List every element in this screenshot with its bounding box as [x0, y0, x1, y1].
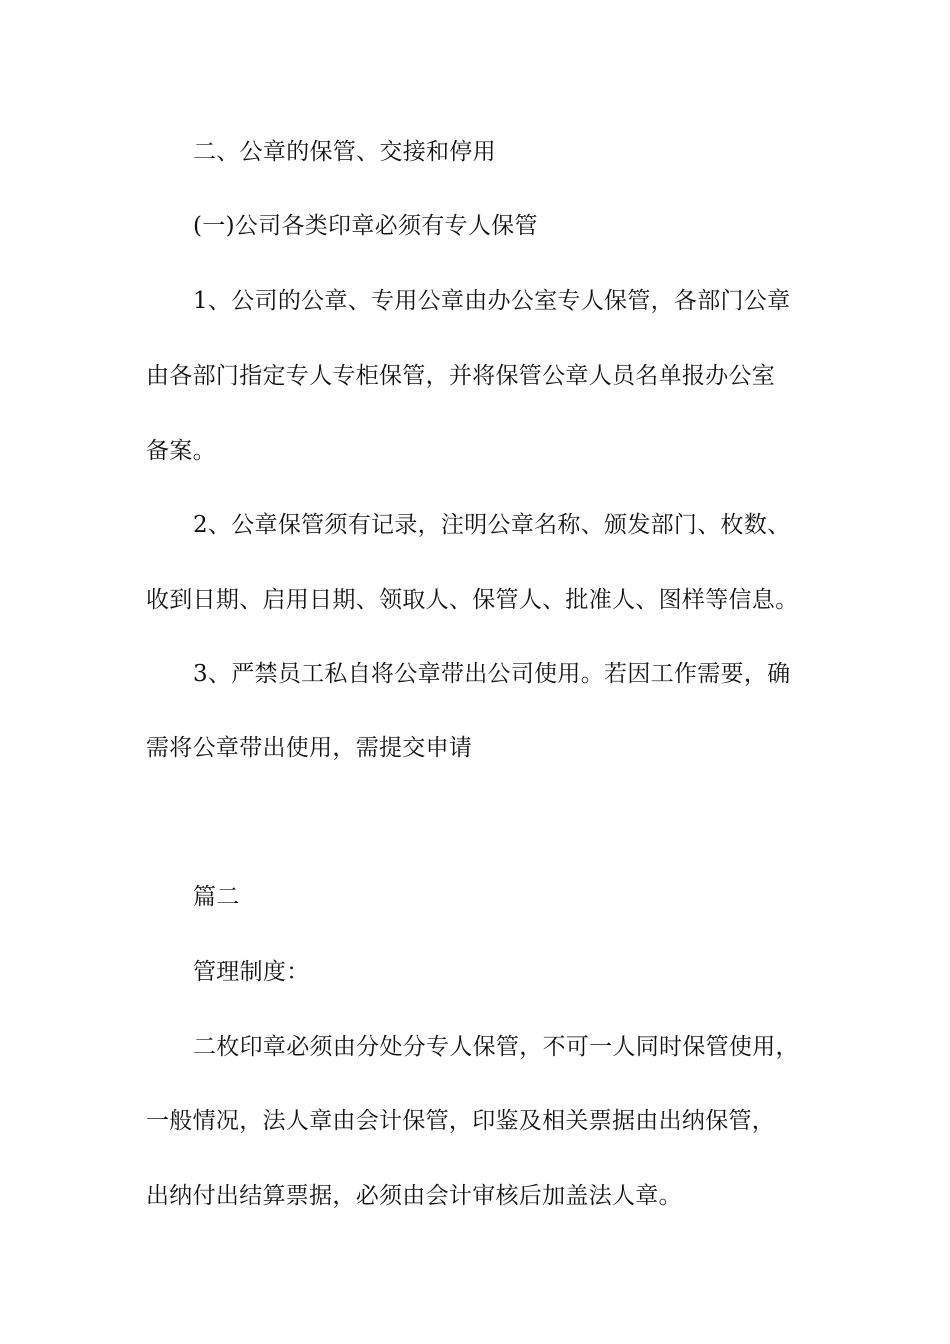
paragraph-line: 需将公章带出使用，需提交申请 [146, 735, 473, 761]
subsection-heading: (一)公司各类印章必须有专人保管 [193, 213, 538, 239]
paragraph-line: 备案。 [146, 438, 216, 464]
section-heading: 二、公章的保管、交接和停用 [193, 139, 496, 165]
paragraph-line: 1、公司的公章、专用公章由办公室专人保管，各部门公章 [193, 288, 791, 314]
paragraph-line: 收到日期、启用日期、领取人、保管人、批准人、图样等信息。 [146, 587, 799, 613]
section-subtitle: 管理制度： [193, 959, 310, 985]
paragraph-line: 一般情况，法人章由会计保管，印鉴及相关票据由出纳保管， [146, 1108, 776, 1134]
paragraph-line: 由各部门指定专人专柜保管，并将保管公章人员名单报办公室 [146, 363, 776, 389]
paragraph-line: 2、公章保管须有记录，注明公章名称、颁发部门、枚数、 [193, 512, 791, 538]
paragraph-line: 出纳付出结算票据，必须由会计审核后加盖法人章。 [146, 1183, 682, 1209]
paragraph-line: 3、严禁员工私自将公章带出公司使用。若因工作需要，确 [193, 661, 791, 687]
paragraph-line: 二枚印章必须由分处分专人保管，不可一人同时保管使用， [193, 1034, 799, 1060]
section-title: 篇二 [193, 884, 240, 910]
